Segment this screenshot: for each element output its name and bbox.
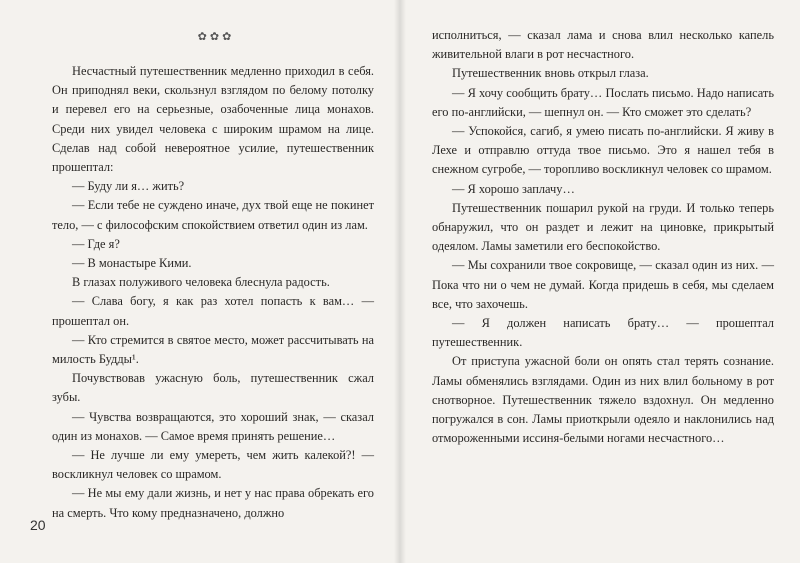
paragraph: — Не мы ему дали жизнь, и нет у нас права обрекать его на смерть. Что кому предназначено, должно [52,486,374,520]
paragraph: — Где я? [72,236,120,251]
paragraph: — Мы сохранили твое сокровище, — сказал один из них. — Пока что ни о чем не думай. Когда придешь в себя, мы сделаем все, что захочешь. [432,258,774,311]
section-ornament: ✿✿✿ [197,30,235,43]
paragraph: Несчастный путешественник медленно приходил в себя. Он приподнял веки, скользнул взглядом по белому потолку и перевел его на серьезные, озабоченные лица монахов. Среди них увидел человека с широким шрамом на лице. Сделав над собой невероятное усилие, путешественник прошептал: [52,64,374,175]
paragraph: Путешественник пошарил рукой на груди. И только теперь обнаружил, что он раздет и лежит на циновке, прикрытый одеялом. Ламы заметили его беспокойство. [432,200,774,254]
paragraph: — Я хорошо заплачу… [452,181,575,196]
paragraph: — Кто стремится в святое место, может рассчитывать на милость Будды¹. [52,332,374,367]
paragraph: — Успокойся, сагиб, я умею писать по-английски. Я живу в Лехе и отправлю оттуда твое письмо. Это я нашел тебя в снежном сугробе, — торопливо воскликнул человек со шрамом. [432,124,774,177]
paragraph: От приступа ужасной боли он опять стал терять сознание. Ламы обменялись взглядами. Один из них влил больному в рот снотворное. Путешественник тяжело вздохнул. Он медленно погружался в сон. Ламы приоткрыли одеяло и наклонились над отмороженными иссиня-белыми ногами несчастного… [432,354,774,446]
paragraph: исполниться, — сказал лама и снова влил несколько капель живительной влаги в рот несчастного. [432,28,774,62]
paragraph: — Чувства возвращаются, это хороший знак, — сказал один из монахов. — Самое время принять решение… [52,409,374,443]
paragraph: — Не лучше ли ему умереть, чем жить калекой?! — воскликнул человек со шрамом. [52,448,374,482]
paragraph: — В монастыре Кими. [72,256,192,271]
paragraph: В глазах полуживого человека блеснула радость. [72,275,330,290]
paragraph: — Я должен написать брату… — прошептал путешественник. [432,316,774,350]
paragraph: — Я хочу сообщить брату… Послать письмо. Надо написать его по-английски, — шепнул он. — Кто сможет это сделать? [432,85,774,119]
paragraph: — Слава богу, я как раз хотел попасть к вам… — прошептал он. [52,294,374,328]
page-number: 20 [30,517,46,533]
right-page-text [432,26,774,448]
paragraph: Путешественник вновь открыл глаза. [452,66,649,81]
paragraph: — Буду ли я… жить? [72,179,185,194]
left-page-text [52,62,374,523]
right-page [400,0,800,563]
paragraph: Почувствовав ужасную боль, путешественник сжал зубы. [52,371,374,405]
book-gutter [394,0,406,563]
paragraph: — Если тебе не суждено иначе, дух твой еще не покинет тело, — с философским спокойствием ответил один из лам. [52,198,374,232]
